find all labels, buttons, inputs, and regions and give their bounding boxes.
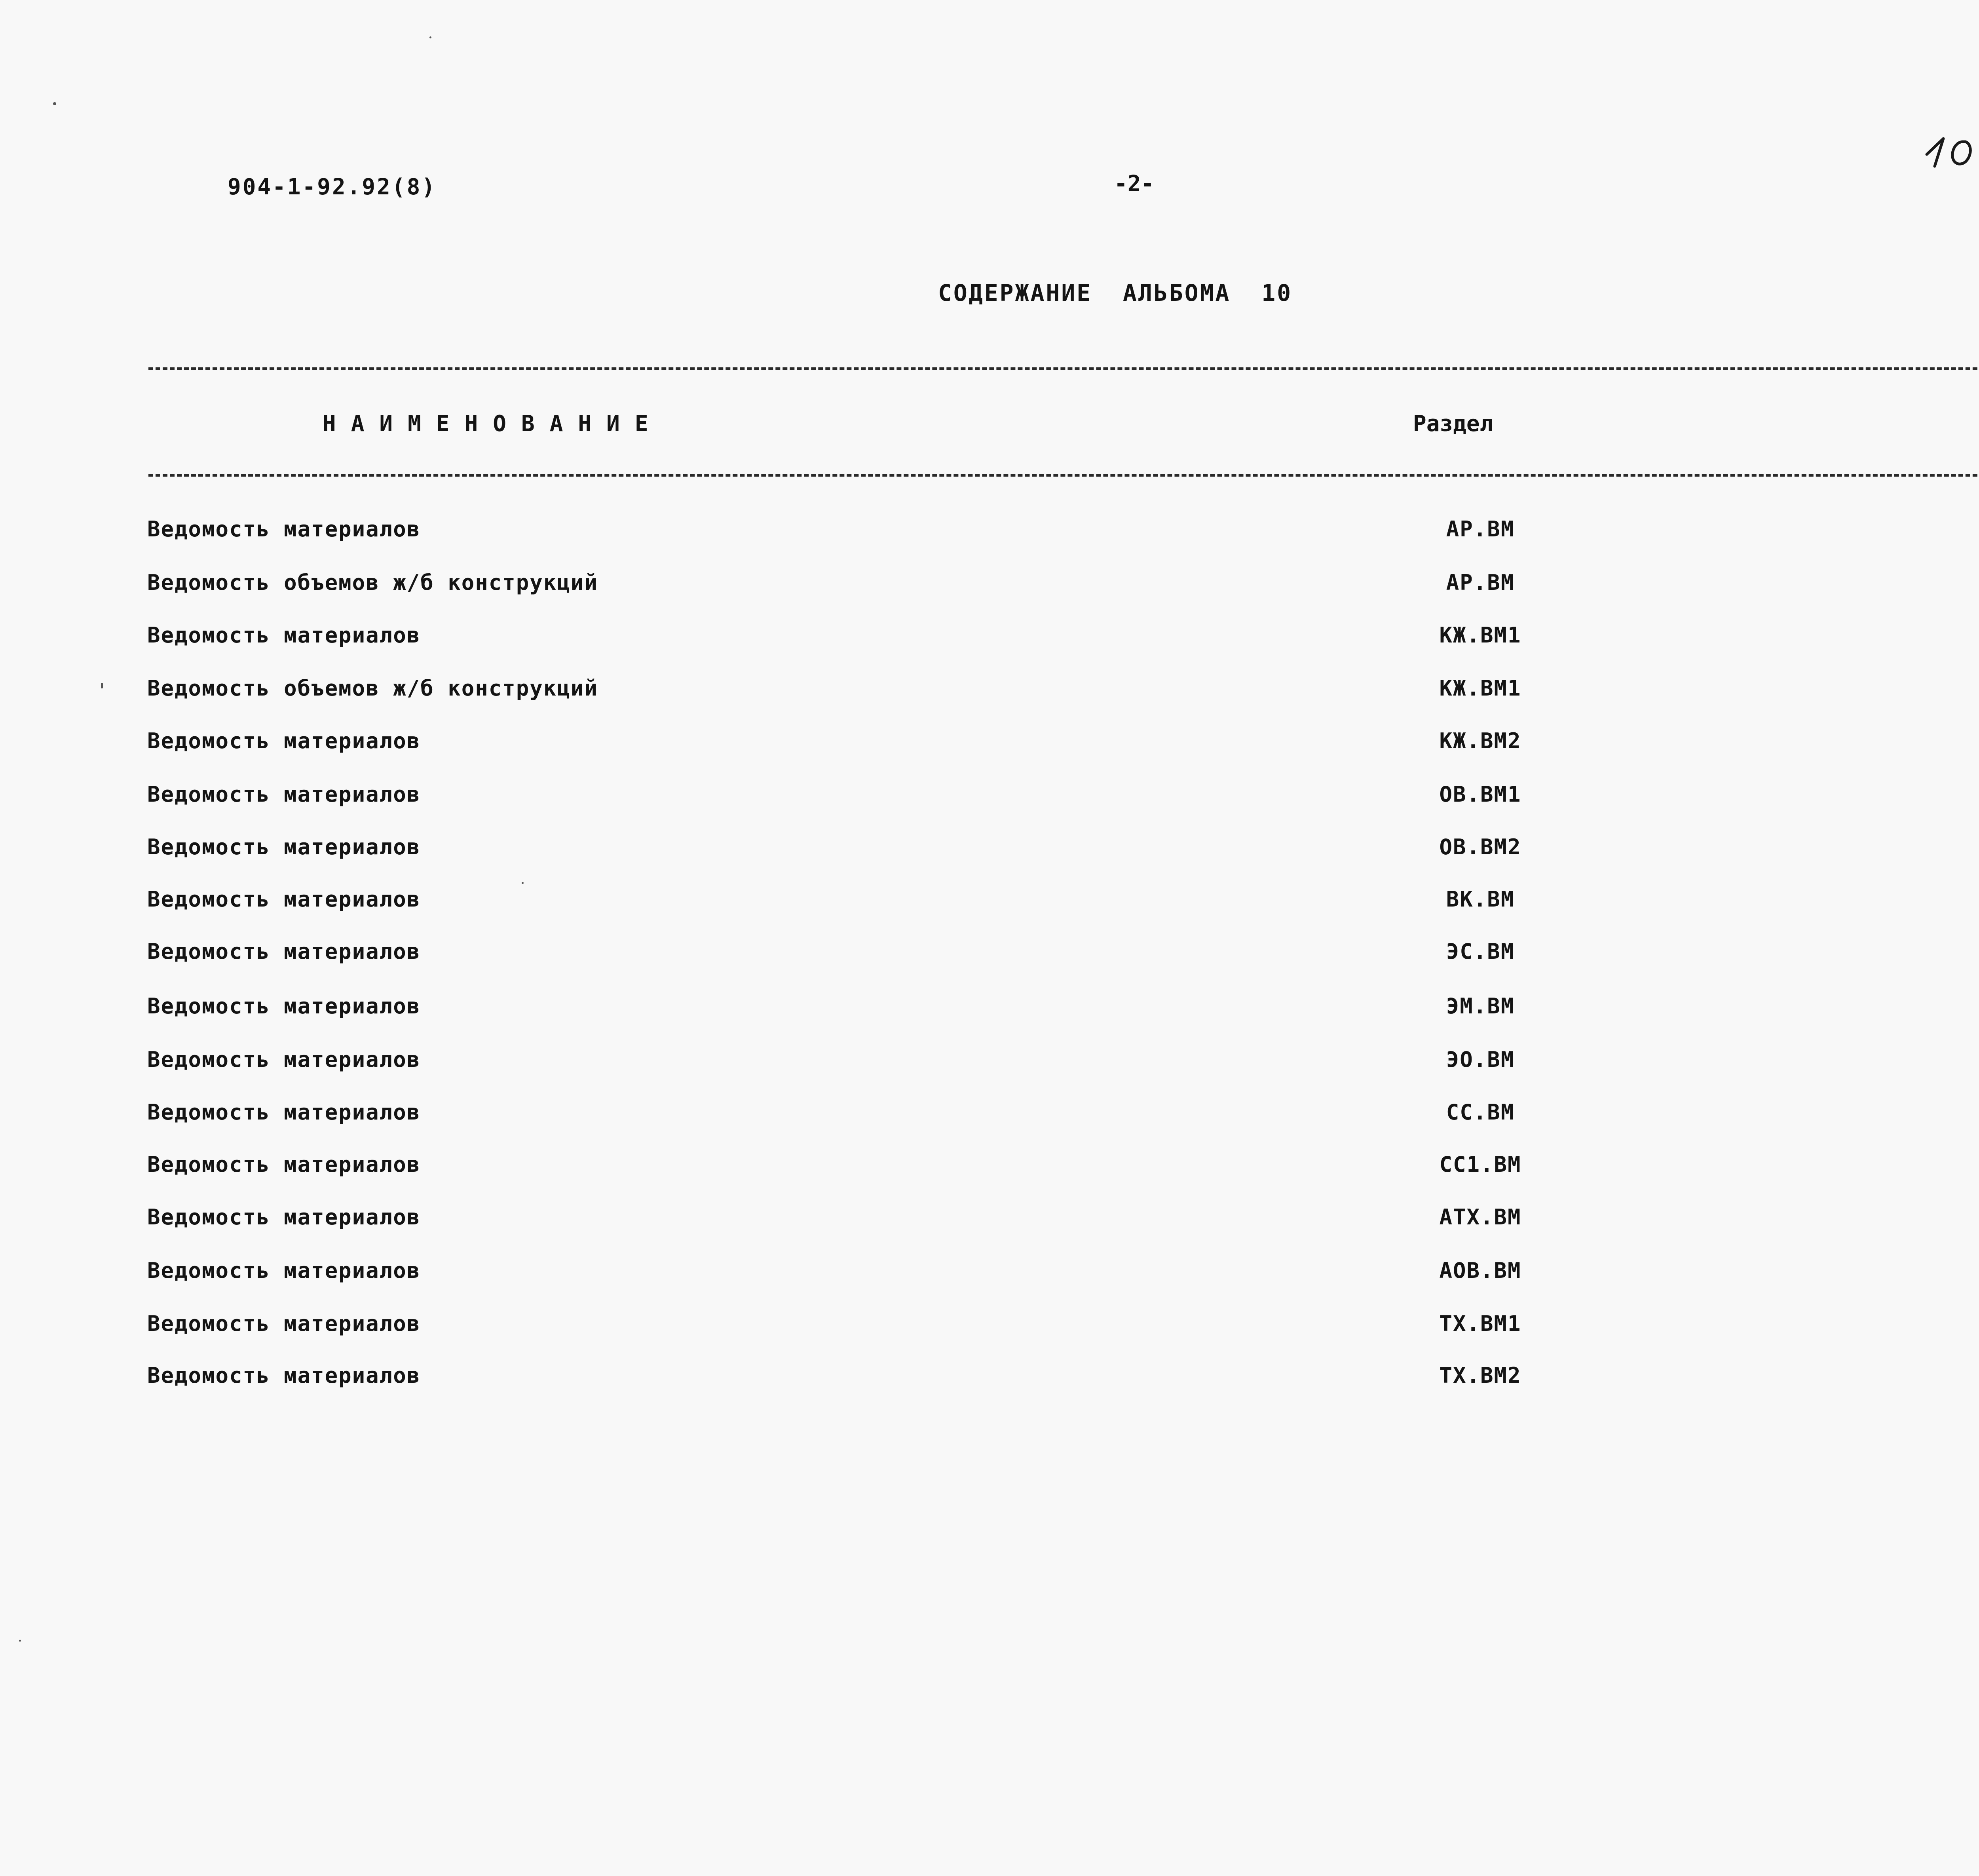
- scan-speck: [522, 882, 524, 884]
- header-dashed-rule: [148, 474, 1979, 477]
- column-header-name: НАИМЕНОВАНИЕ: [323, 411, 663, 437]
- scan-speck: [53, 102, 56, 105]
- row-name: Ведомость материалов: [147, 1363, 421, 1388]
- row-name: Ведомость материалов: [147, 1258, 421, 1283]
- row-name: Ведомость материалов: [147, 1205, 421, 1230]
- column-header-section: Раздел: [1413, 411, 1493, 437]
- table-row: [0, 939, 1979, 967]
- row-section: ВК.ВМ: [1446, 887, 1515, 912]
- row-section: ТХ.ВМ1: [1439, 1311, 1521, 1336]
- table-row: [0, 1363, 1979, 1391]
- page-title: СОДЕРЖАНИЕ АЛЬБОМА 10: [938, 279, 1293, 306]
- row-section: СС.ВМ: [1446, 1100, 1515, 1125]
- row-name: Ведомость материалов: [147, 887, 421, 912]
- row-name: Ведомость материалов: [147, 834, 421, 859]
- row-name: Ведомость материалов: [147, 728, 421, 753]
- row-section: ЭС.ВМ: [1446, 939, 1515, 964]
- handwritten-archive-number: [1916, 111, 1979, 178]
- row-section: СС1.ВМ: [1439, 1152, 1521, 1177]
- table-row: [0, 782, 1979, 810]
- table-row: [0, 887, 1979, 914]
- document-code: 904-1-92.92(8): [228, 174, 437, 200]
- row-section: ЭМ.ВМ: [1446, 994, 1515, 1019]
- row-section: ЭО.ВМ: [1446, 1047, 1515, 1072]
- page-number: -2-: [1114, 171, 1155, 197]
- row-name: Ведомость материалов: [147, 782, 421, 807]
- row-section: КЖ.ВМ1: [1439, 623, 1521, 648]
- row-name: Ведомость материалов: [147, 1311, 421, 1336]
- scan-speck: [19, 1640, 21, 1642]
- row-section: ОВ.ВМ2: [1439, 834, 1521, 859]
- row-name: Ведомость материалов: [147, 1152, 421, 1177]
- row-section: КЖ.ВМ1: [1439, 676, 1521, 701]
- table-row: [0, 1258, 1979, 1286]
- row-name: Ведомость материалов: [147, 517, 421, 542]
- table-row: [0, 570, 1979, 598]
- row-section: КЖ.ВМ2: [1439, 728, 1521, 753]
- row-section: АТХ.ВМ: [1439, 1205, 1521, 1230]
- row-name: Ведомость материалов: [147, 994, 421, 1019]
- table-row: [0, 676, 1979, 703]
- row-section: ОВ.ВМ1: [1439, 782, 1521, 807]
- table-row: [0, 1152, 1979, 1180]
- row-name: Ведомость объемов ж/б конструкций: [147, 676, 598, 701]
- handwritten-number-drawing: [1916, 111, 1979, 178]
- row-section: АОВ.ВМ: [1439, 1258, 1521, 1283]
- table-row: [0, 623, 1979, 650]
- table-row: [0, 994, 1979, 1021]
- scan-speck: [429, 36, 431, 38]
- top-dashed-rule: [148, 367, 1979, 370]
- table-row: [0, 1205, 1979, 1232]
- row-section: ТХ.ВМ2: [1439, 1363, 1521, 1388]
- row-section: АР.ВМ: [1446, 517, 1515, 542]
- row-name: Ведомость материалов: [147, 623, 421, 648]
- table-row: [0, 1311, 1979, 1339]
- row-section: АР.ВМ: [1446, 570, 1515, 595]
- row-name: Ведомость материалов: [147, 939, 421, 964]
- table-row: [0, 1047, 1979, 1075]
- table-row: [0, 517, 1979, 544]
- table-row: [0, 1100, 1979, 1127]
- table-row: [0, 728, 1979, 756]
- row-name: Ведомость материалов: [147, 1047, 421, 1072]
- row-name: Ведомость объемов ж/б конструкций: [147, 570, 598, 595]
- table-row: [0, 834, 1979, 862]
- scan-speck: [101, 683, 103, 688]
- row-name: Ведомость материалов: [147, 1100, 421, 1125]
